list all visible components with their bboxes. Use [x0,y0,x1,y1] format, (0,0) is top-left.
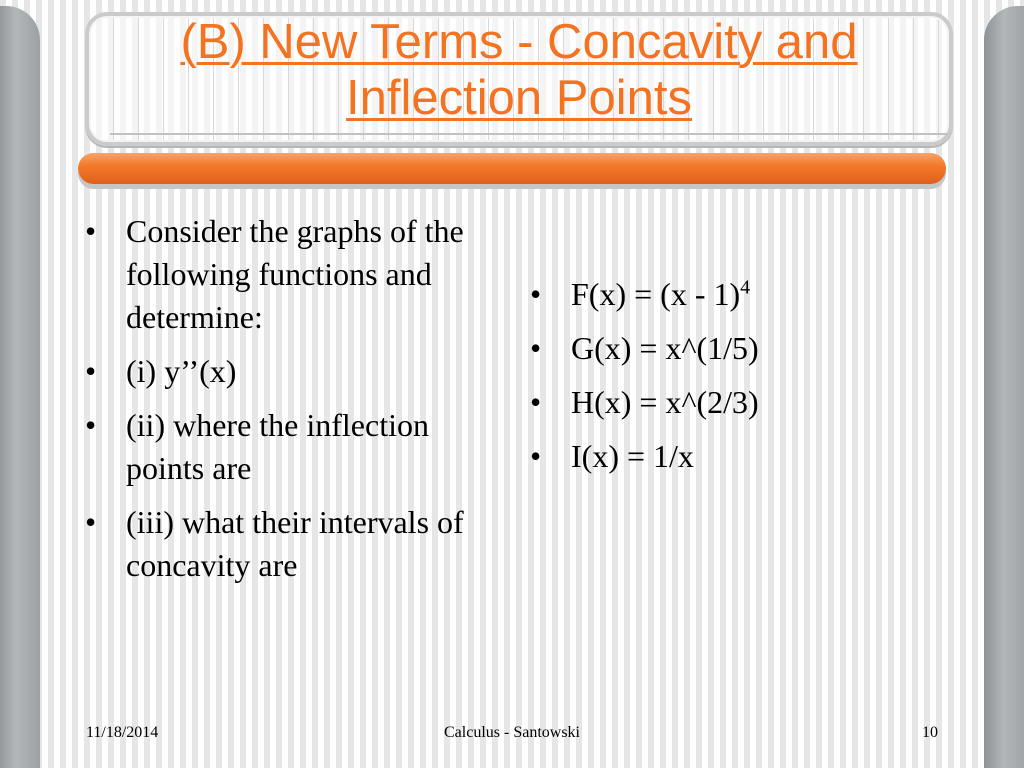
title-frame-rule [110,133,948,135]
orange-accent-bar [78,153,946,184]
right-decorative-bar [984,6,1024,768]
footer-page-number: 10 [922,724,938,741]
footer-course-title: Calculus - Santowski [444,724,580,741]
function-f-text: F(x) = (x - 1) [571,276,741,312]
bullet-consider-graphs: • Consider the graphs of the following functions and determine: [85,210,495,339]
left-decorative-bar [0,6,40,768]
bullet-second-derivative: • (i) y’’(x) [85,350,495,393]
left-bullet-list [85,210,495,598]
bullet-inflection-points: • (ii) where the inflection points are [85,404,495,490]
bullet-concavity-intervals: • (iii) what their intervals of concavity are [85,501,495,587]
function-f [530,273,860,316]
function-g-text: G(x) = x^(1/5) [571,330,759,366]
function-h-text: H(x) = x^(2/3) [571,384,759,420]
right-bullet-list [530,273,860,489]
function-f-exponent: 4 [740,276,751,299]
function-i-text: I(x) = 1/x [571,438,694,474]
function-g [530,327,860,370]
footer-date: 11/18/2014 [86,724,159,741]
function-h [530,381,860,424]
function-i [530,435,860,478]
slide-title: (B) New Terms - Concavity and Inflection Points [180,15,858,125]
